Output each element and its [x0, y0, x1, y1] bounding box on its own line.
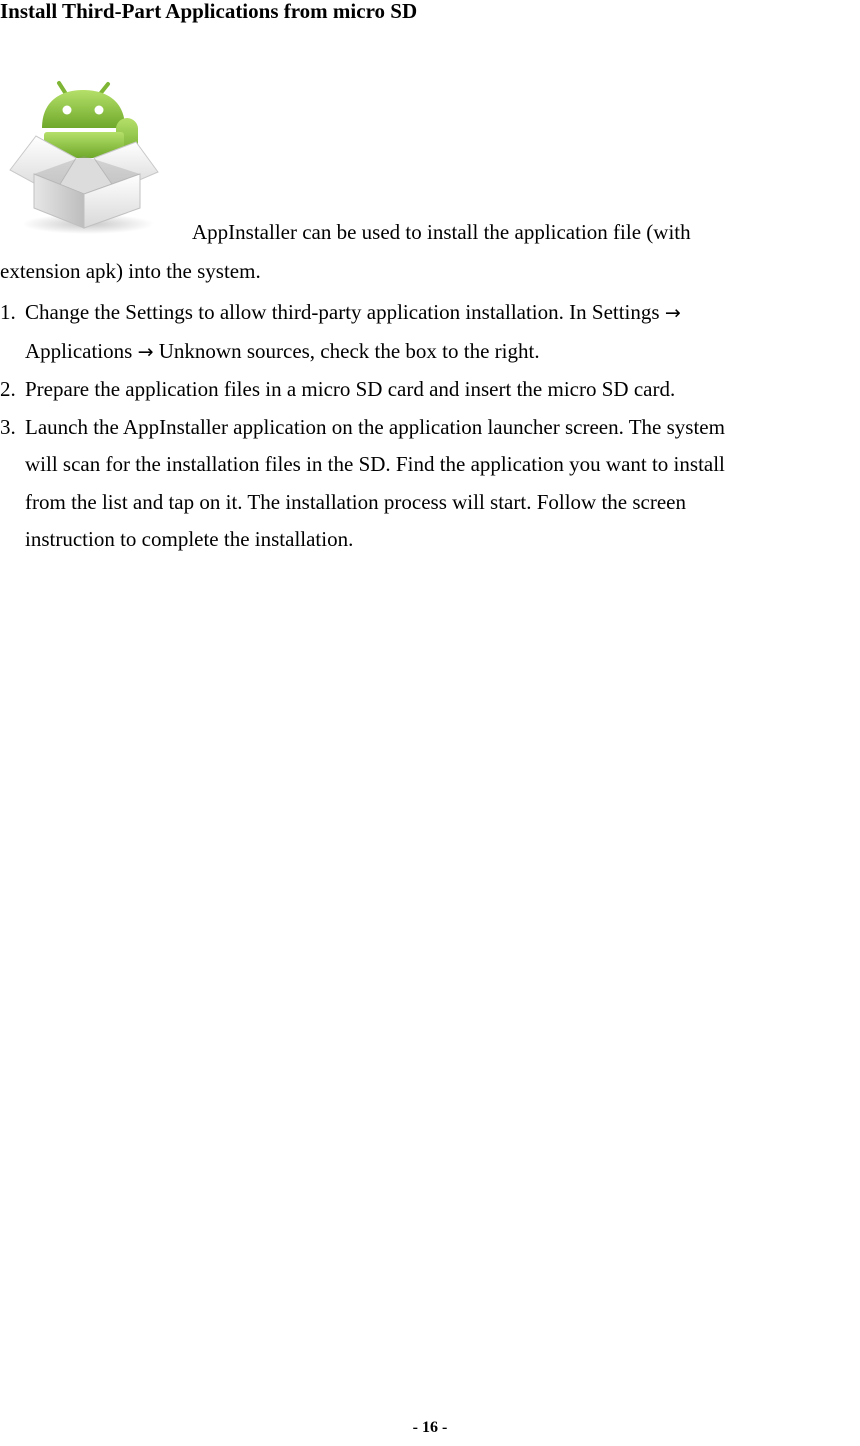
arrow-right-icon: → [664, 302, 681, 324]
step-text-3-line-2: will scan for the installation files in the SD. Find the application you want to install [25, 452, 725, 476]
android-box-icon [4, 78, 164, 236]
step-text-3-line-4: instruction to complete the installation. [25, 527, 354, 551]
step-text-1-line-2 [25, 333, 860, 372]
step-item-2 [0, 371, 860, 409]
step-text-2: Prepare the application files in a micro SD card and insert the micro SD card. [25, 377, 676, 401]
step-text-3-line-1: Launch the AppInstaller application on the application launcher screen. The system [25, 414, 725, 439]
page-number: - 16 - [412, 1419, 448, 1436]
page-title: Install Third-Part Applications from micro SD [0, 0, 418, 23]
step-number-3: 3. [0, 414, 16, 439]
step-number-2: 2. [0, 377, 16, 401]
step-1-applications-text: Applications [25, 338, 138, 363]
step-1-unknown-sources-text: Unknown sources, check the box to the right. [153, 338, 540, 363]
install-steps-list [0, 294, 860, 559]
step-text-1-line-1 [25, 294, 860, 333]
intro-text-line-1: AppInstaller can be used to install the application file (with [192, 220, 691, 244]
intro-text-line-2: extension apk) into the system. [0, 259, 261, 283]
step-item-1 [0, 294, 860, 371]
step-1-settings-text: Change the Settings to allow third-party application installation. In Settings [25, 300, 665, 324]
step-item-3 [0, 409, 860, 559]
step-number-1: 1. [0, 300, 16, 324]
step-text-3-line-3: from the list and tap on it. The installation process will start. Follow the screen [25, 489, 686, 514]
arrow-right-icon: → [137, 340, 154, 363]
